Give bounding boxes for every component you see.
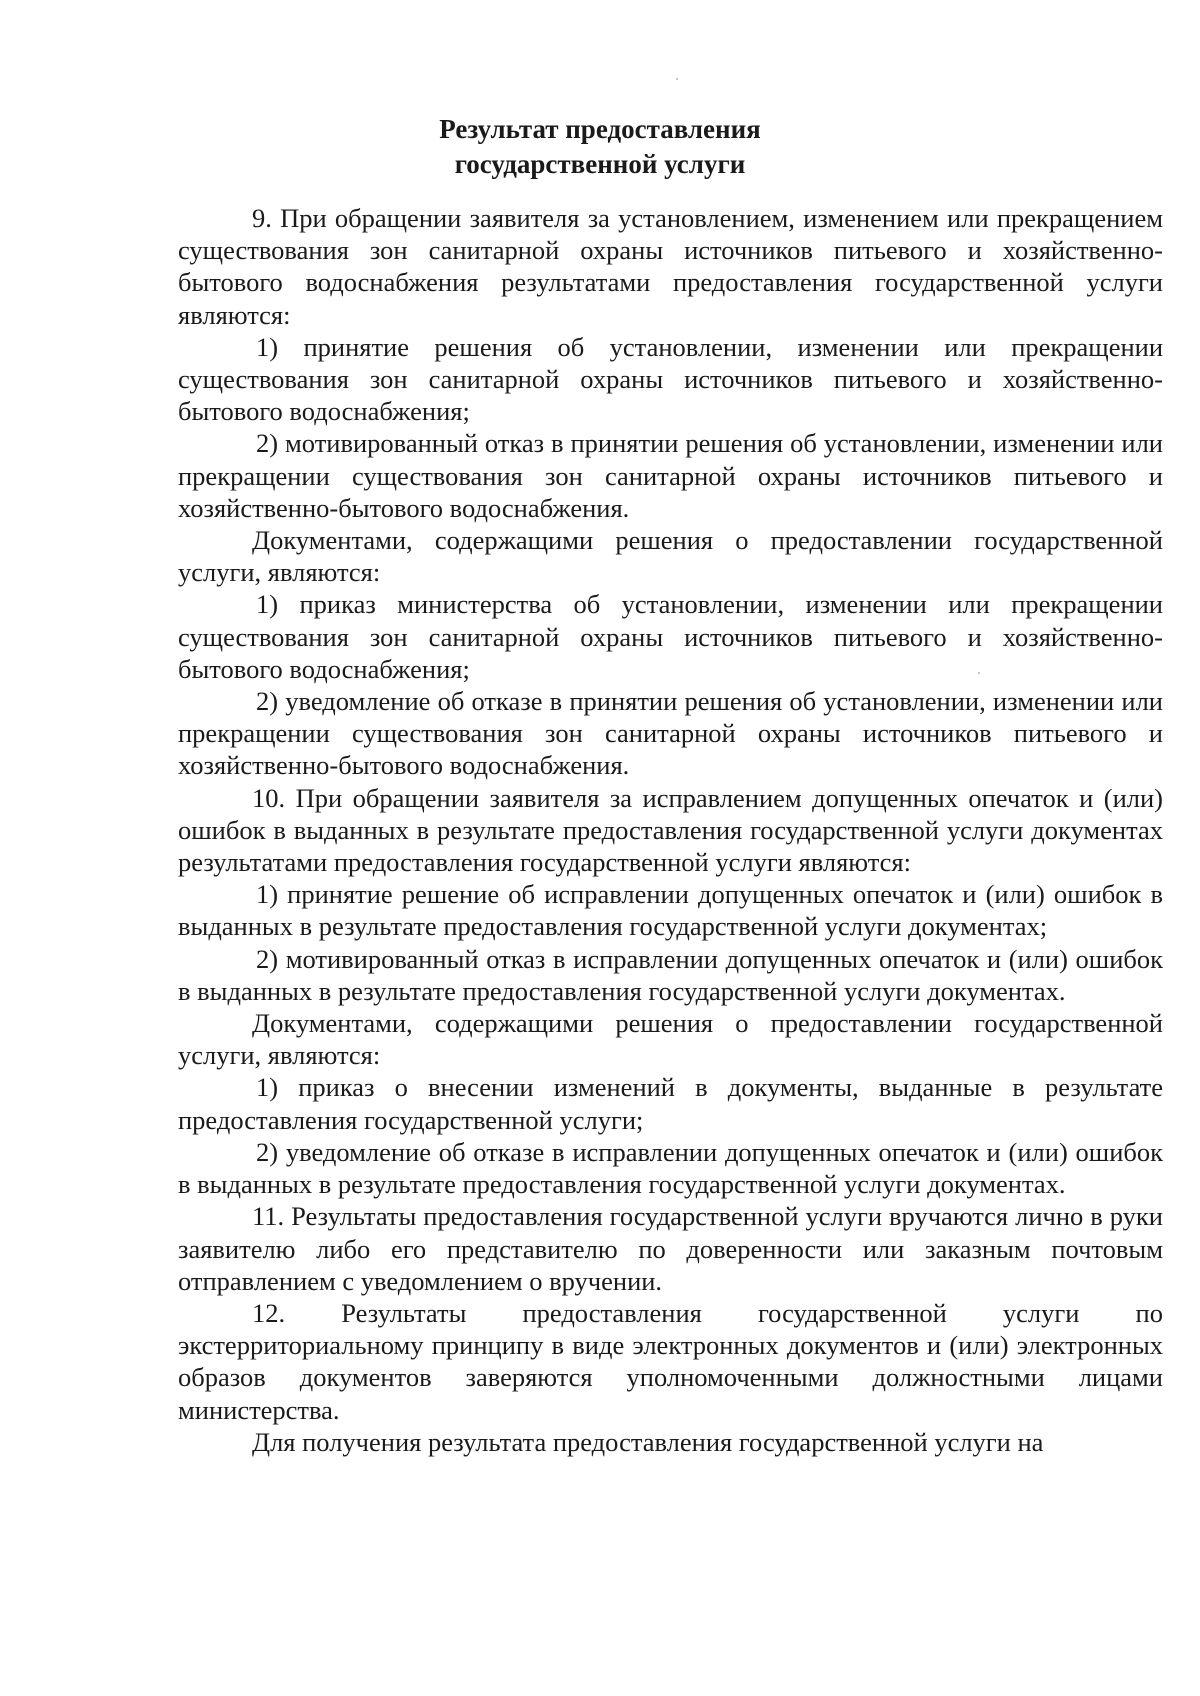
paragraph-12: 12. Результаты предоставления государственной услуги по экстерриториальному принципу в виде электронных документов и (или) электронных образов документов заверяются уполномоченными должностными лицами министерства. <box>178 1297 1163 1425</box>
list-item-9-1: 1) принятие решения об установлении, изменении или прекращении существования зон санитарной охраны источников питьевого и хозяйственно-бытового водоснабжения; <box>178 331 1163 427</box>
heading-line-1: Результат предоставления <box>439 114 761 144</box>
document-body <box>178 202 1163 1458</box>
list-item-docs-2: 2) уведомление об отказе в принятии решения об установлении, изменении или прекращении существования зон санитарной охраны источников питьевого и хозяйственно-бытового водоснабжения. <box>178 686 1163 781</box>
scan-speck <box>676 78 678 80</box>
paragraph-9: 9. При обращении заявителя за установлением, изменением или прекращением существования зон санитарной охраны источников питьевого и хозяйственно-бытового водоснабжения результатами предоставления государственной услуги являются: <box>178 203 1163 330</box>
paragraph-11: 11. Результаты предоставления государственной услуги вручаются лично в руки заявителю либо его представителю по доверенности или заказным почтовым отправлением с уведомлением о вручении. <box>178 1201 1163 1296</box>
section-heading <box>0 112 1200 182</box>
list-item-10-2: 2) мотивированный отказ в исправлении допущенных опечаток и (или) ошибок в выданных в результате предоставления государственной услуги документах. <box>178 943 1163 1006</box>
list-item-docs2-2: 2) уведомление об отказе в исправлении допущенных опечаток и (или) ошибок в выданных в результате предоставления государственной услуги документах. <box>178 1136 1163 1200</box>
documents-intro-paragraph-2: Документами, содержащими решения о предоставлении государственной услуги, являются: <box>178 1008 1163 1071</box>
list-item-docs2-1: 1) приказ о внесении изменений в документы, выданные в результате предоставления государственной услуги; <box>178 1072 1163 1135</box>
scan-speck <box>978 672 980 674</box>
paragraph-10: 10. При обращении заявителя за исправлением допущенных опечаток и (или) ошибок в выданных в результате предоставления государственной услуги документах результатами предоставления государственной услуги являются: <box>178 782 1163 878</box>
paragraph-result-receipt: Для получения результата предоставления государственной услуги на <box>252 1426 1044 1457</box>
list-item-docs-1: 1) приказ министерства об установлении, изменении или прекращении существования зон санитарной охраны источников питьевого и хозяйственно-бытового водоснабжения; <box>178 589 1163 684</box>
heading-line-2: государственной услуги <box>454 149 746 179</box>
list-item-10-1: 1) принятие решение об исправлении допущенных опечаток и (или) ошибок в выданных в результате предоставления государственной услуги документах; <box>178 879 1163 942</box>
list-item-9-2: 2) мотивированный отказ в принятии решения об установлении, изменении или прекращении существования зон санитарной охраны источников питьевого и хозяйственно-бытового водоснабжения. <box>178 428 1163 523</box>
documents-intro-paragraph: Документами, содержащими решения о предоставлении государственной услуги, являются: <box>178 525 1163 588</box>
